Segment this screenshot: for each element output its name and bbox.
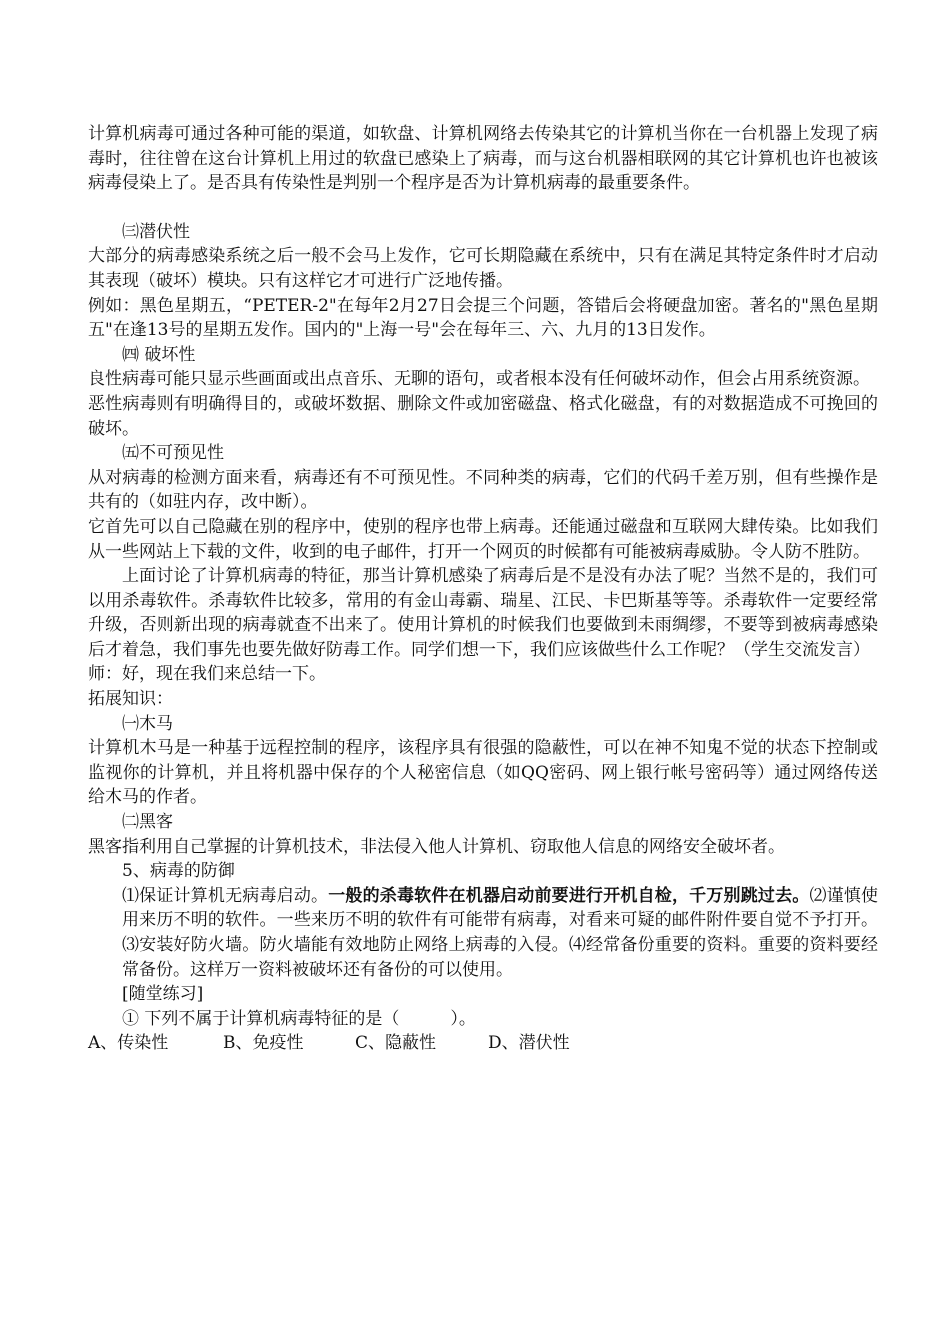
unpredictable-heading: ㈤不可预见性 [122,443,224,464]
defense-bold-text: 一般的杀毒软件在机器启动前要进行开机自检，千万别跳过去。 [328,885,810,906]
defense-lead: ⑴保证计算机无病毒启动。 [122,885,329,906]
trojan-heading: ㈠木马 [122,713,173,734]
hiding-paragraph: 它首先可以自己隐藏在别的程序中，使别的程序也带上病毒。还能通过磁盘和互联网大肆传染。比如我们从一些网站上下载的文件，收到的电子邮件，打开一个网页的时候都有可能被病毒威胁。令人防不胜防。 [88,516,878,562]
option-d: D、潜伏性 [488,1033,570,1054]
spacer [88,196,878,220]
option-a: A、传染性 [88,1033,169,1054]
practice-question: ① 下列不属于计算机病毒特征的是（ ）。 [122,1008,476,1029]
latency-heading: ㈢潜伏性 [122,221,190,242]
malignant-paragraph: 恶性病毒则有明确得目的，或破坏数据、删除文件或加密磁盘、格式化磁盘，有的对数据造成不可挽回的破坏。 [88,393,878,439]
option-b: B、免疫性 [223,1033,304,1054]
defense-rest: ⑵谨慎使用来历不明的软件。一些来历不明的软件有可能带有病毒，对看来可疑的邮件附件要自觉不予打开。⑶安装好防火墙。防火墙能有效地防止网络上病毒的入侵。⑷经常备份重要的资料。重要的资料要经常备份。这样万一资料被破坏还有备份的可以使用。 [122,885,879,980]
trojan-paragraph: 计算机木马是一种基于远程控制的程序，该程序具有很强的隐蔽性，可以在神不知鬼不觉的状态下控制或监视你的计算机，并且将机器中保存的个人秘密信息（如QQ密码、网上银行帐号密码等）通过网络传送给木马的作者。 [88,738,878,808]
practice-heading: [随堂练习] [122,984,204,1005]
extension-heading: 拓展知识： [88,689,173,710]
document-page [88,122,878,1056]
unpredictable-paragraph: 从对病毒的检测方面来看，病毒还有不可预见性。不同种类的病毒，它们的代码千差万别，但有些操作是共有的（如驻内存，改中断）。 [88,467,878,513]
option-c: C、隐蔽性 [355,1033,437,1054]
teacher-line: 师：好，现在我们来总结一下。 [88,664,326,685]
discussion-paragraph: 上面讨论了计算机病毒的特征，那当计算机感染了病毒后是不是没有办法了呢？当然不是的，我们可以用杀毒软件。杀毒软件比较多，常用的有金山毒霸、瑞星、江民、卡巴斯基等等。杀毒软件一定要经常升级，否则新出现的病毒就查不出来了。使用计算机的时候我们也要做到未雨绸缪，不要等到被病毒感染后才着急，我们事先也要先做好防毒工作。同学们想一下，我们应该做些什么工作呢？（学生交流发言） [88,566,878,660]
defense-heading: 5、病毒的防御 [122,861,235,882]
benign-paragraph: 良性病毒可能只显示些画面或出点音乐、无聊的语句，或者根本没有任何破坏动作，但会占用系统资源。 [88,369,870,390]
destructive-heading: ㈣ 破坏性 [122,344,196,365]
hacker-heading: ㈡黑客 [122,812,173,833]
intro-paragraph: 计算机病毒可通过各种可能的渠道，如软盘、计算机网络去传染其它的计算机当你在一台机器上发现了病毒时，往往曾在这台计算机上用过的软盘已感染上了病毒，而与这台机器相联网的其它计算机也许也被该病毒侵染上了。是否具有传染性是判别一个程序是否为计算机病毒的最重要条件。 [88,124,878,194]
hacker-paragraph: 黑客指利用自己掌握的计算机技术，非法侵入他人计算机、窃取他人信息的网络安全破坏者。 [88,836,785,857]
answer-options [88,1031,878,1056]
latency-paragraph: 大部分的病毒感染系统之后一般不会马上发作，它可长期隐藏在系统中，只有在满足其特定条件时才启动其表现（破坏）模块。只有这样它才可进行广泛地传播。 [88,246,878,291]
defense-paragraph [88,884,878,982]
latency-example: 例如：黑色星期五，“PETER-2"在每年2月27日会提三个问题，答错后会将硬盘加密。著名的"黑色星期五"在逢13号的星期五发作。国内的"上海一号"会在每年三、六、九月的13日发作。 [88,295,878,341]
